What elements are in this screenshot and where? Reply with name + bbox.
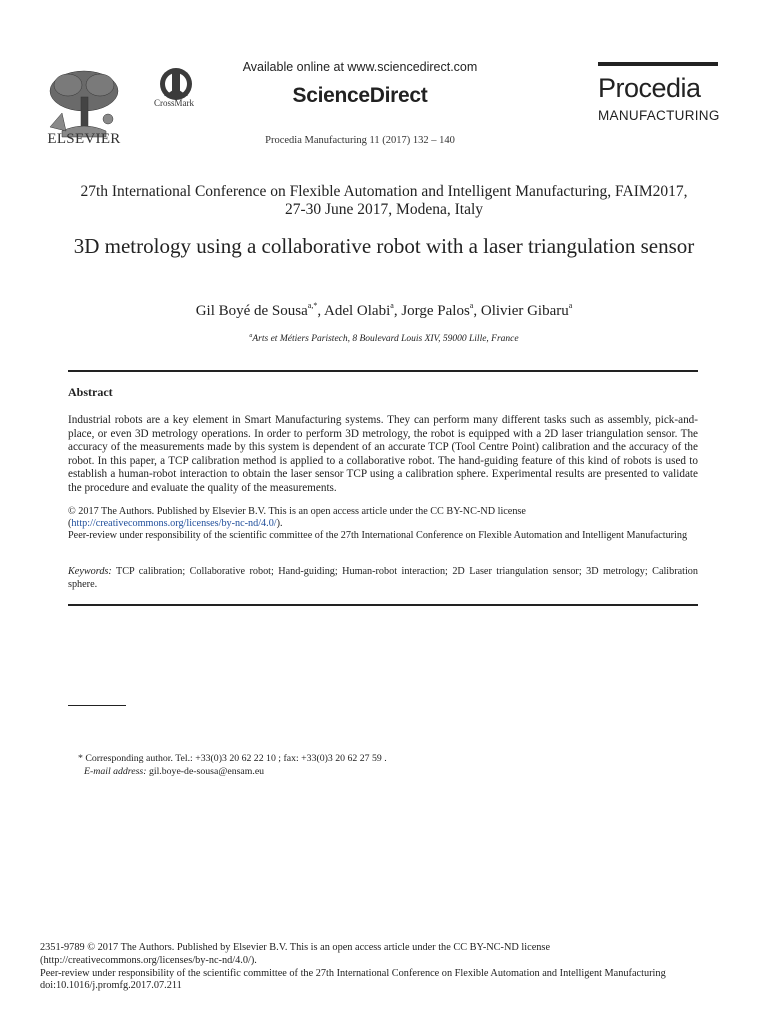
author-name: Jorge Palos: [401, 303, 470, 319]
paper-title: 3D metrology using a collaborative robot with a laser triangulation sensor: [73, 234, 695, 258]
footer-peer-review: Peer-review under responsibility of the scientific committee of the 27th International Conference on Flexible Automation and Intelligent Manufacturing: [40, 967, 666, 979]
corresponding-author: * Corresponding author. Tel.: +33(0)3 20 62 22 10 ; fax: +33(0)3 20 62 27 59 .: [78, 753, 387, 764]
affiliation-mark: a: [249, 333, 253, 339]
author-affiliation-mark: a: [390, 301, 394, 310]
author-separator: ,: [473, 303, 481, 319]
keywords: [68, 566, 698, 591]
author-name: Olivier Gibaru: [480, 303, 569, 319]
conference-info: [40, 183, 728, 219]
email-line: [78, 765, 698, 778]
conference-line-2: 27-30 June 2017, Modena, Italy: [284, 201, 484, 218]
paren-close: ).: [276, 518, 283, 530]
email-label: E-mail address:: [84, 766, 147, 777]
peer-review-line: Peer-review under responsibility of the scientific committee of the 27th International Conference on Flexible Automation and Intelligent Manufacturing: [68, 530, 688, 542]
license-line: [68, 518, 698, 530]
issn-line: 2351-9789 © 2017 The Authors. Published by Elsevier B.V. This is an open access article under the CC BY-NC-ND license: [40, 942, 551, 953]
affiliation: [40, 333, 728, 344]
doi[interactable]: doi:10.1016/j.promfg.2017.07.211: [40, 980, 182, 992]
author-separator: ,: [317, 303, 325, 319]
paren-open: (: [40, 954, 44, 966]
abstract-bottom-rule: [68, 604, 698, 606]
abstract-body: Industrial robots are a key element in Smart Manufacturing systems. They can perform many different tasks such as assembly, pick-and-place, or even 3D metrology operations. In order to perform 3D metrology, the robot is equipped with a 2D laser triangulation sensor. The accuracy of the measurements made by this system is dependent of an accurate TCP (Tool Centre Point) calibration and the accuracy of the robot. In this paper, a TCP calibration method is applied to a collaborative robot. The hand-guiding feature of this kind of robots is used to establish a human-robot interaction to obtain the laser sensor TCP using a calibration sphere. Experimental results are presented to validate the procedure and evaluate the quality of the measurements.: [68, 414, 698, 494]
abstract-top-rule: [68, 370, 698, 372]
author-separator: ,: [393, 303, 402, 319]
author-list: [40, 301, 728, 320]
page-footer: [40, 942, 730, 993]
elsevier-wordmark: ELSEVIER: [47, 131, 121, 147]
footnote-rule: [68, 705, 126, 706]
abstract-heading: Abstract: [68, 385, 113, 399]
procedia-subtitle: MANUFACTURING: [598, 108, 720, 123]
license-link[interactable]: http://creativecommons.org/licenses/by-nc-nd/4.0/: [71, 518, 277, 530]
email-address[interactable]: gil.boye-de-sousa@ensam.eu: [148, 766, 265, 777]
author-affiliation-mark: a: [469, 301, 474, 310]
author-affiliation-mark: a: [568, 301, 573, 310]
copyright-line: © 2017 The Authors. Published by Elsevier B.V. This is an open access article under the CC BY-NC-ND license: [68, 506, 526, 517]
author-name: Gil Boyé de Sousa: [195, 303, 308, 319]
paren-open: (: [68, 518, 72, 530]
journal-citation: Procedia Manufacturing 11 (2017) 132 – 140: [265, 135, 455, 146]
available-online-link[interactable]: Available online at www.sciencedirect.com: [242, 60, 478, 74]
keywords-text: TCP calibration; Collaborative robot; Hand-guiding; Human-robot interaction; 2D Laser triangulation sensor; 3D metrology; Calibration sphere.: [68, 566, 698, 590]
footer-license-link[interactable]: http://creativecommons.org/licenses/by-nc-nd/4.0/: [43, 954, 251, 966]
procedia-logo: Procedia: [598, 73, 701, 103]
keywords-label: Keywords:: [68, 566, 112, 577]
paren-close: ).: [250, 954, 257, 966]
author-name: Adel Olabi: [324, 303, 391, 319]
author-affiliation-mark: a,*: [307, 301, 318, 310]
procedia-logo-bar: [598, 62, 718, 66]
conference-line-1: 27th International Conference on Flexible Automation and Intelligent Manufacturing, FAIM2017,: [80, 183, 688, 200]
footnote: [78, 752, 698, 778]
footer-license-line: [40, 955, 730, 968]
affiliation-text: Arts et Métiers Paristech, 8 Boulevard Louis XIV, 59000 Lille, France: [252, 334, 519, 344]
sciencedirect-logo: ScienceDirect: [292, 84, 428, 107]
crossmark-label: CrossMark: [154, 98, 194, 108]
copyright-notice: [68, 506, 698, 543]
